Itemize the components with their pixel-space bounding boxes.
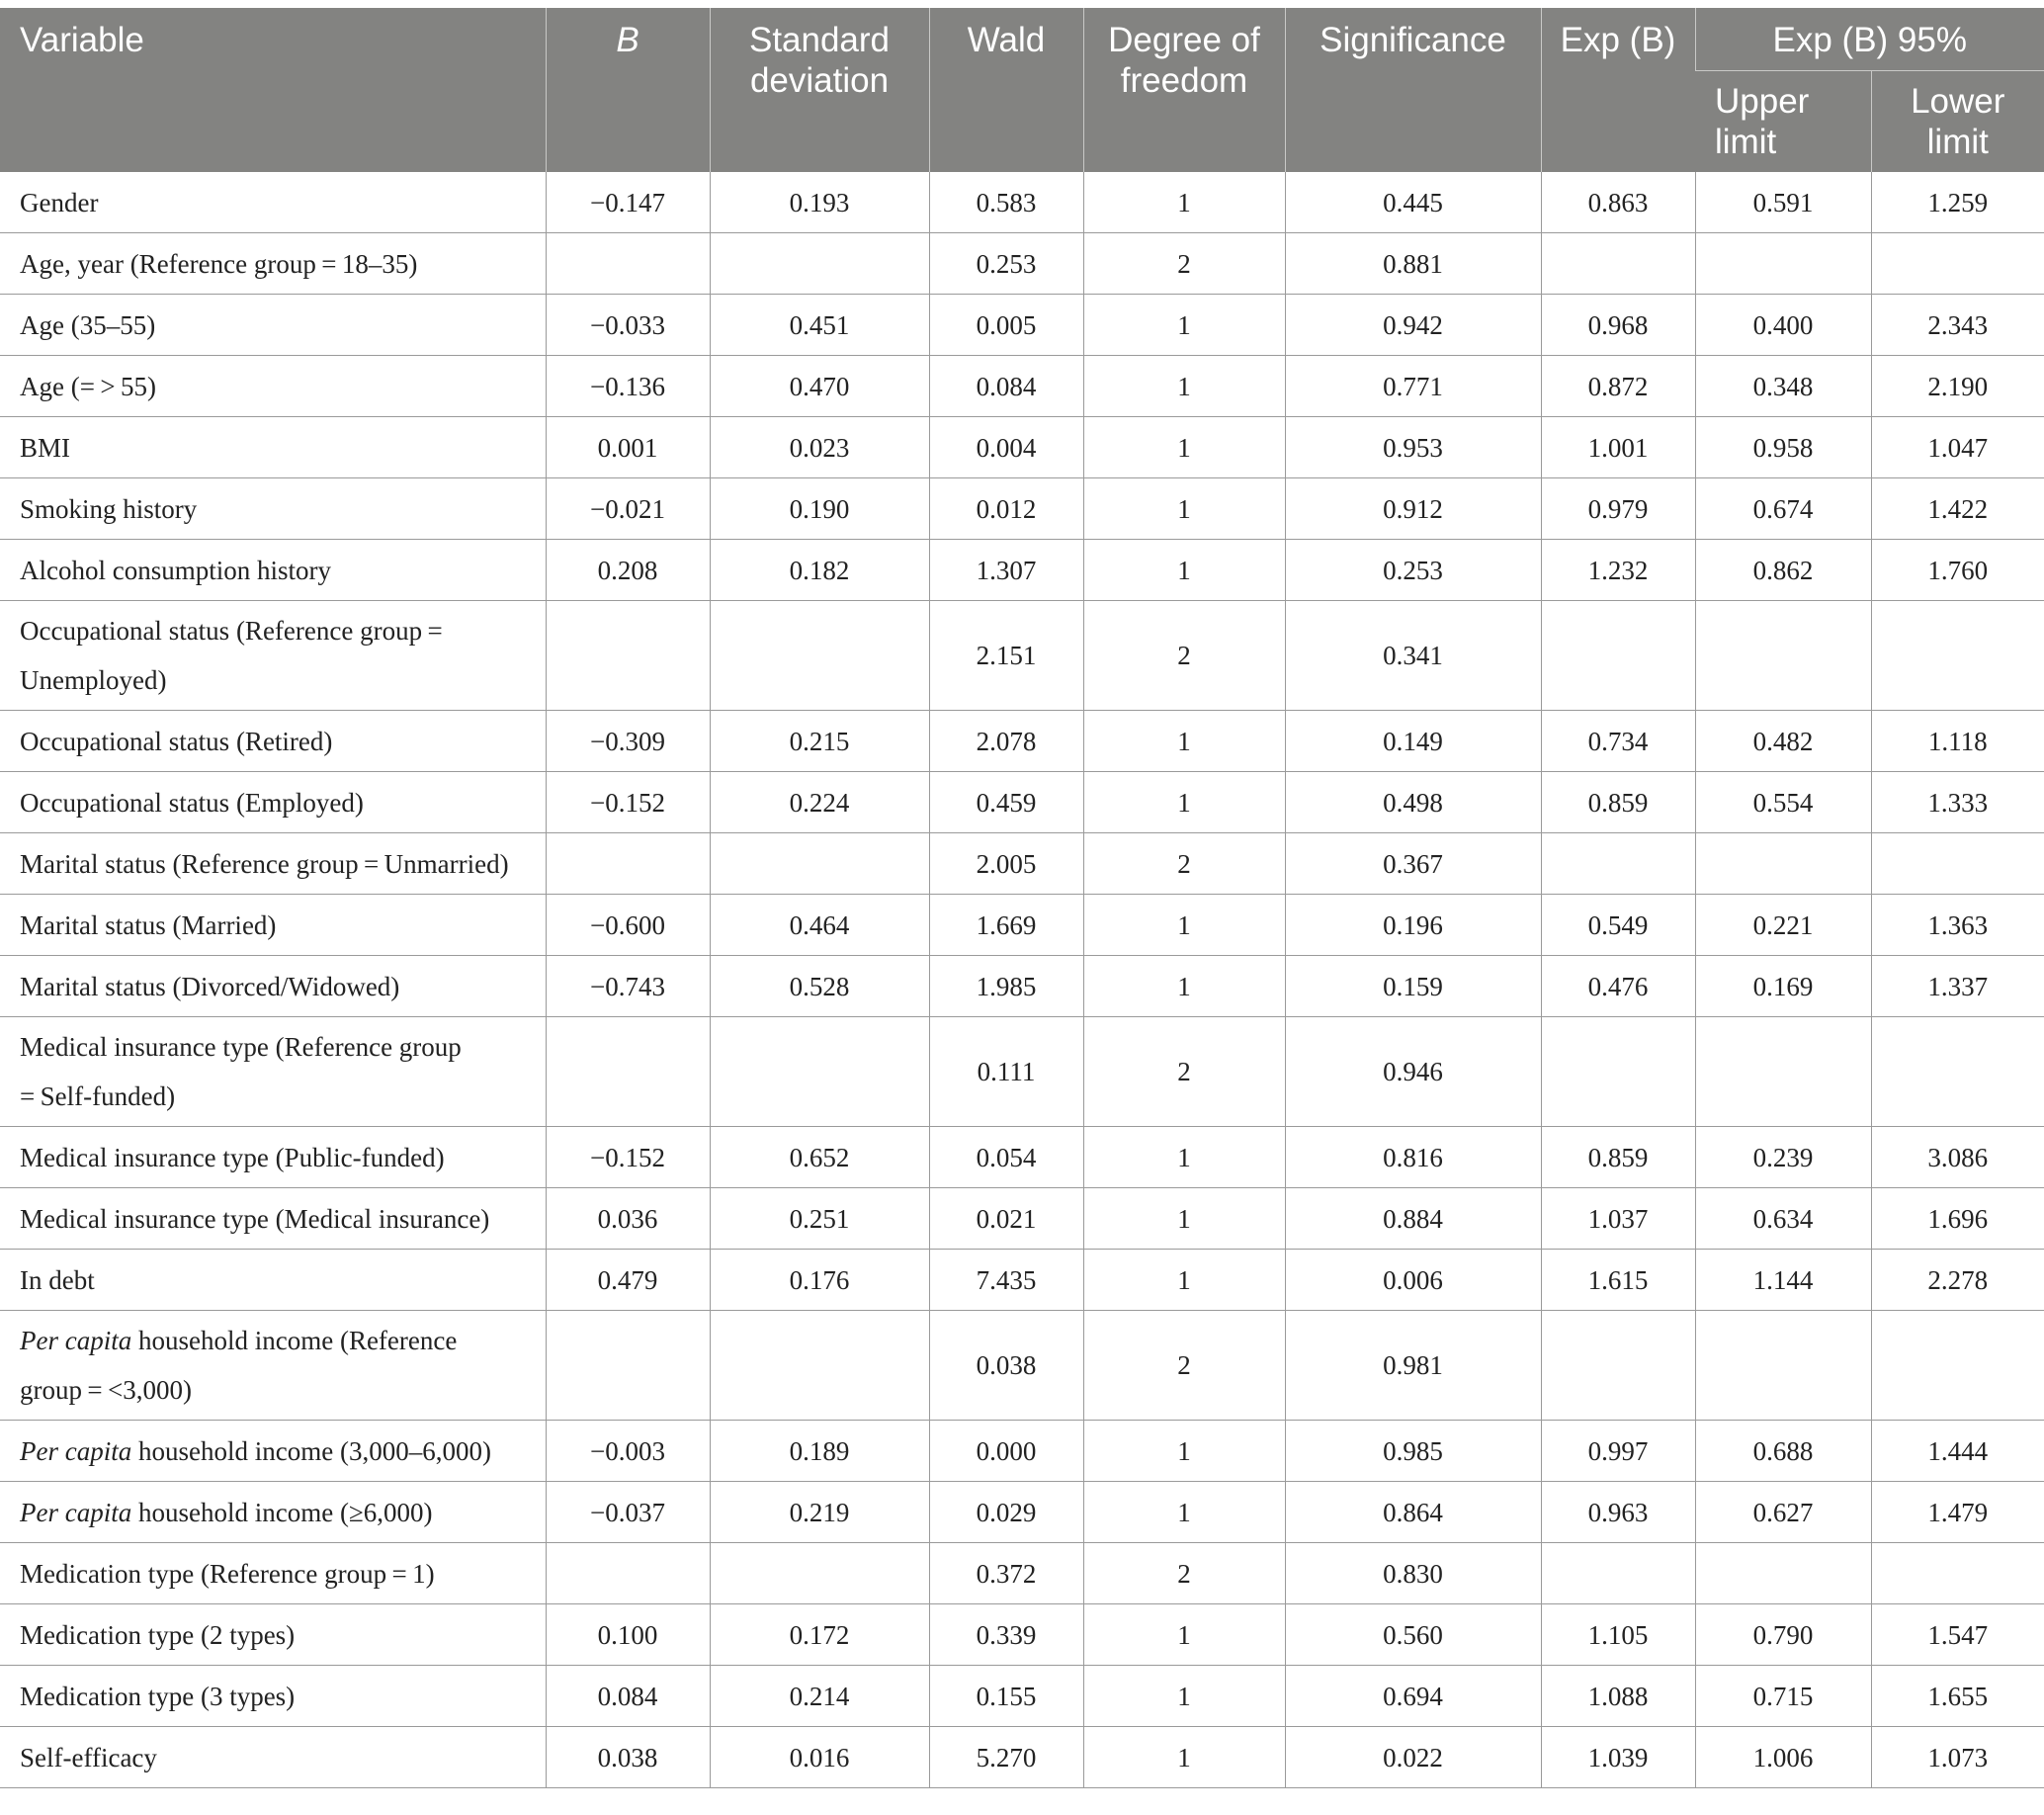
significance-cell: 0.341 [1285, 601, 1541, 711]
lower-limit-cell: 1.479 [1871, 1482, 2044, 1543]
significance-cell: 0.981 [1285, 1311, 1541, 1421]
significance-cell: 0.985 [1285, 1421, 1541, 1482]
lower-limit-cell [1871, 1311, 2044, 1421]
wald-cell: 0.005 [929, 295, 1083, 356]
variable-label: Occupational status (Retired) [20, 726, 333, 756]
exp-b-cell [1541, 1543, 1695, 1604]
upper-limit-cell: 0.554 [1695, 772, 1871, 833]
header-upper-limit: Upper limit [1695, 71, 1871, 173]
exp-b-cell: 1.615 [1541, 1250, 1695, 1311]
upper-limit-cell [1695, 601, 1871, 711]
wald-cell: 1.985 [929, 956, 1083, 1017]
df-cell: 2 [1083, 1543, 1285, 1604]
sd-cell: 0.193 [710, 172, 929, 233]
significance-cell: 0.881 [1285, 233, 1541, 295]
df-cell: 1 [1083, 356, 1285, 417]
df-cell: 2 [1083, 1017, 1285, 1127]
upper-limit-cell: 0.221 [1695, 895, 1871, 956]
wald-cell: 0.029 [929, 1482, 1083, 1543]
variable-label: Medication type (2 types) [20, 1619, 296, 1650]
variable-label: Age, year (Reference group = 18–35) [20, 248, 418, 279]
lower-limit-cell: 2.343 [1871, 295, 2044, 356]
upper-limit-cell: 1.006 [1695, 1727, 1871, 1788]
lower-limit-cell: 2.278 [1871, 1250, 2044, 1311]
variable-cell [0, 295, 546, 356]
table-body [0, 172, 2044, 1788]
sd-cell [710, 1017, 929, 1127]
table-row [0, 478, 2044, 540]
lower-limit-cell [1871, 1543, 2044, 1604]
header-significance: Significance [1285, 8, 1541, 172]
df-cell: 1 [1083, 1666, 1285, 1727]
table-row [0, 1017, 2044, 1127]
exp-b-cell: 0.859 [1541, 1127, 1695, 1188]
variable-cell [0, 417, 546, 478]
upper-limit-cell [1695, 1017, 1871, 1127]
variable-label: Marital status (Married) [20, 909, 277, 940]
lower-limit-cell: 1.760 [1871, 540, 2044, 601]
table-row [0, 1482, 2044, 1543]
wald-cell: 0.038 [929, 1311, 1083, 1421]
sd-cell: 0.176 [710, 1250, 929, 1311]
upper-limit-cell: 0.688 [1695, 1421, 1871, 1482]
header-standard-deviation: Standard deviation [710, 8, 929, 172]
variable-cell [0, 601, 546, 711]
upper-limit-cell: 0.591 [1695, 172, 1871, 233]
lower-limit-cell: 1.047 [1871, 417, 2044, 478]
sd-cell: 0.470 [710, 356, 929, 417]
wald-cell: 0.054 [929, 1127, 1083, 1188]
lower-limit-cell [1871, 1017, 2044, 1127]
table-header [0, 8, 2044, 172]
exp-b-cell: 0.859 [1541, 772, 1695, 833]
lower-limit-cell: 1.259 [1871, 172, 2044, 233]
variable-cell [0, 833, 546, 895]
b-cell [546, 833, 710, 895]
variable-cell [0, 172, 546, 233]
b-cell: −0.136 [546, 356, 710, 417]
variable-label: Alcohol consumption history [20, 555, 331, 585]
b-cell: −0.152 [546, 1127, 710, 1188]
variable-label: Age (35–55) [20, 309, 156, 340]
variable-cell [0, 1727, 546, 1788]
df-cell: 1 [1083, 1250, 1285, 1311]
table-row [0, 356, 2044, 417]
significance-cell: 0.694 [1285, 1666, 1541, 1727]
df-cell: 1 [1083, 540, 1285, 601]
df-cell: 1 [1083, 1604, 1285, 1666]
exp-b-cell: 1.088 [1541, 1666, 1695, 1727]
exp-b-cell: 0.872 [1541, 356, 1695, 417]
sd-cell: 0.464 [710, 895, 929, 956]
significance-cell: 0.560 [1285, 1604, 1541, 1666]
b-cell: −0.152 [546, 772, 710, 833]
variable-label: Medical insurance type (Medical insurance) [20, 1203, 490, 1234]
sd-cell: 0.182 [710, 540, 929, 601]
exp-b-cell [1541, 233, 1695, 295]
variable-label: In debt [20, 1264, 95, 1295]
significance-cell: 0.830 [1285, 1543, 1541, 1604]
variable-cell [0, 1421, 546, 1482]
df-cell: 1 [1083, 478, 1285, 540]
variable-prefix: Per capita [20, 1326, 132, 1355]
table-row [0, 233, 2044, 295]
b-cell: 0.084 [546, 1666, 710, 1727]
sd-cell [710, 1543, 929, 1604]
table-row [0, 417, 2044, 478]
variable-label: Gender [20, 187, 99, 217]
b-cell: −0.309 [546, 711, 710, 772]
table-row [0, 1421, 2044, 1482]
b-cell: 0.100 [546, 1604, 710, 1666]
variable-cell [0, 956, 546, 1017]
upper-limit-cell: 0.348 [1695, 356, 1871, 417]
upper-limit-cell: 0.715 [1695, 1666, 1871, 1727]
wald-cell: 0.004 [929, 417, 1083, 478]
sd-cell: 0.451 [710, 295, 929, 356]
variable-label: Medical insurance type (Reference group = Self-funded) [20, 1032, 468, 1111]
variable-cell [0, 1482, 546, 1543]
variable-label: Medication type (3 types) [20, 1681, 296, 1711]
lower-limit-cell: 1.696 [1871, 1188, 2044, 1250]
variable-prefix: Per capita [20, 1497, 132, 1527]
wald-cell: 0.084 [929, 356, 1083, 417]
table-row [0, 711, 2044, 772]
table-row [0, 833, 2044, 895]
wald-cell: 0.253 [929, 233, 1083, 295]
variable-label: Self-efficacy [20, 1742, 157, 1772]
wald-cell: 0.111 [929, 1017, 1083, 1127]
b-cell: 0.038 [546, 1727, 710, 1788]
exp-b-cell: 1.037 [1541, 1188, 1695, 1250]
b-cell [546, 233, 710, 295]
variable-label: Marital status (Divorced/Widowed) [20, 971, 400, 1001]
sd-cell: 0.214 [710, 1666, 929, 1727]
header-b: B [546, 8, 710, 172]
exp-b-cell: 1.001 [1541, 417, 1695, 478]
upper-limit-cell: 0.862 [1695, 540, 1871, 601]
sd-cell: 0.016 [710, 1727, 929, 1788]
lower-limit-cell: 1.422 [1871, 478, 2044, 540]
sd-cell: 0.652 [710, 1127, 929, 1188]
upper-limit-cell: 0.400 [1695, 295, 1871, 356]
variable-cell [0, 895, 546, 956]
header-degree-of-freedom: Degree of freedom [1083, 8, 1285, 172]
significance-cell: 0.942 [1285, 295, 1541, 356]
table-row [0, 1311, 2044, 1421]
table-row [0, 172, 2044, 233]
table-row [0, 540, 2044, 601]
sd-cell [710, 601, 929, 711]
wald-cell: 0.021 [929, 1188, 1083, 1250]
lower-limit-cell: 1.337 [1871, 956, 2044, 1017]
df-cell: 1 [1083, 1727, 1285, 1788]
regression-table [0, 8, 2044, 1788]
variable-cell [0, 356, 546, 417]
sd-cell: 0.023 [710, 417, 929, 478]
lower-limit-cell: 1.073 [1871, 1727, 2044, 1788]
upper-limit-cell [1695, 1543, 1871, 1604]
variable-cell [0, 1543, 546, 1604]
sd-cell: 0.189 [710, 1421, 929, 1482]
b-cell [546, 1543, 710, 1604]
variable-cell [0, 1311, 546, 1421]
exp-b-cell: 0.963 [1541, 1482, 1695, 1543]
exp-b-cell: 0.997 [1541, 1421, 1695, 1482]
exp-b-cell: 0.549 [1541, 895, 1695, 956]
variable-cell [0, 1017, 546, 1127]
exp-b-cell: 0.734 [1541, 711, 1695, 772]
variable-label: Marital status (Reference group = Unmarried) [20, 848, 509, 879]
table-row [0, 295, 2044, 356]
df-cell: 2 [1083, 833, 1285, 895]
significance-cell: 0.912 [1285, 478, 1541, 540]
table-row [0, 1543, 2044, 1604]
b-cell: −0.600 [546, 895, 710, 956]
variable-cell [0, 1127, 546, 1188]
lower-limit-cell: 1.118 [1871, 711, 2044, 772]
variable-label: household income (≥6,000) [131, 1497, 433, 1527]
wald-cell: 0.339 [929, 1604, 1083, 1666]
table-row [0, 601, 2044, 711]
variable-label: Age (= > 55) [20, 371, 156, 401]
b-cell: −0.743 [546, 956, 710, 1017]
wald-cell: 1.307 [929, 540, 1083, 601]
variable-cell [0, 1188, 546, 1250]
lower-limit-cell [1871, 233, 2044, 295]
table-row [0, 1727, 2044, 1788]
variable-label: Smoking history [20, 493, 198, 524]
significance-cell: 0.445 [1285, 172, 1541, 233]
b-cell: 0.036 [546, 1188, 710, 1250]
sd-cell: 0.190 [710, 478, 929, 540]
lower-limit-cell [1871, 601, 2044, 711]
lower-limit-cell: 3.086 [1871, 1127, 2044, 1188]
variable-label: household income (Reference group = <3,000) [20, 1326, 458, 1405]
b-cell [546, 1017, 710, 1127]
significance-cell: 0.946 [1285, 1017, 1541, 1127]
b-cell: 0.001 [546, 417, 710, 478]
df-cell: 1 [1083, 1421, 1285, 1482]
wald-cell: 7.435 [929, 1250, 1083, 1311]
table-row [0, 1188, 2044, 1250]
table-row [0, 1127, 2044, 1188]
lower-limit-cell: 1.547 [1871, 1604, 2044, 1666]
df-cell: 2 [1083, 601, 1285, 711]
upper-limit-cell: 0.482 [1695, 711, 1871, 772]
df-cell: 1 [1083, 1482, 1285, 1543]
lower-limit-cell: 1.333 [1871, 772, 2044, 833]
table-row [0, 895, 2044, 956]
wald-cell: 1.669 [929, 895, 1083, 956]
exp-b-cell: 0.476 [1541, 956, 1695, 1017]
df-cell: 1 [1083, 711, 1285, 772]
variable-label: Occupational status (Employed) [20, 787, 364, 818]
lower-limit-cell: 1.655 [1871, 1666, 2044, 1727]
table-row [0, 956, 2044, 1017]
exp-b-cell [1541, 601, 1695, 711]
variable-label: Occupational status (Reference group = Unemployed) [20, 616, 449, 695]
significance-cell: 0.498 [1285, 772, 1541, 833]
sd-cell [710, 833, 929, 895]
wald-cell: 0.459 [929, 772, 1083, 833]
exp-b-cell: 1.039 [1541, 1727, 1695, 1788]
wald-cell: 0.155 [929, 1666, 1083, 1727]
significance-cell: 0.367 [1285, 833, 1541, 895]
upper-limit-cell: 0.169 [1695, 956, 1871, 1017]
df-cell: 1 [1083, 1188, 1285, 1250]
exp-b-cell: 0.979 [1541, 478, 1695, 540]
wald-cell: 0.372 [929, 1543, 1083, 1604]
header-exp-b: Exp (B) [1541, 8, 1695, 172]
exp-b-cell: 1.105 [1541, 1604, 1695, 1666]
b-cell: −0.147 [546, 172, 710, 233]
variable-cell [0, 772, 546, 833]
df-cell: 1 [1083, 172, 1285, 233]
variable-prefix: Per capita [20, 1435, 132, 1466]
variable-cell [0, 711, 546, 772]
significance-cell: 0.196 [1285, 895, 1541, 956]
variable-label: Medical insurance type (Public-funded) [20, 1142, 445, 1172]
variable-cell [0, 1604, 546, 1666]
df-cell: 1 [1083, 772, 1285, 833]
b-cell: 0.208 [546, 540, 710, 601]
upper-limit-cell: 0.634 [1695, 1188, 1871, 1250]
lower-limit-cell: 1.363 [1871, 895, 2044, 956]
header-variable: Variable [0, 8, 546, 172]
df-cell: 2 [1083, 1311, 1285, 1421]
sd-cell: 0.172 [710, 1604, 929, 1666]
wald-cell: 2.078 [929, 711, 1083, 772]
sd-cell: 0.528 [710, 956, 929, 1017]
df-cell: 1 [1083, 417, 1285, 478]
exp-b-cell: 0.968 [1541, 295, 1695, 356]
b-cell: −0.037 [546, 1482, 710, 1543]
table-row [0, 1604, 2044, 1666]
wald-cell: 0.012 [929, 478, 1083, 540]
wald-cell: 2.151 [929, 601, 1083, 711]
table-row [0, 772, 2044, 833]
exp-b-cell: 0.863 [1541, 172, 1695, 233]
b-cell: −0.003 [546, 1421, 710, 1482]
table-row [0, 1250, 2044, 1311]
sd-cell: 0.219 [710, 1482, 929, 1543]
significance-cell: 0.149 [1285, 711, 1541, 772]
variable-cell [0, 1666, 546, 1727]
lower-limit-cell: 2.190 [1871, 356, 2044, 417]
upper-limit-cell [1695, 1311, 1871, 1421]
df-cell: 1 [1083, 895, 1285, 956]
lower-limit-cell [1871, 833, 2044, 895]
b-cell [546, 601, 710, 711]
wald-cell: 2.005 [929, 833, 1083, 895]
sd-cell [710, 233, 929, 295]
wald-cell: 5.270 [929, 1727, 1083, 1788]
significance-cell: 0.816 [1285, 1127, 1541, 1188]
significance-cell: 0.771 [1285, 356, 1541, 417]
exp-b-cell [1541, 1311, 1695, 1421]
wald-cell: 0.000 [929, 1421, 1083, 1482]
exp-b-cell: 1.232 [1541, 540, 1695, 601]
variable-cell [0, 478, 546, 540]
variable-cell [0, 233, 546, 295]
upper-limit-cell [1695, 233, 1871, 295]
upper-limit-cell: 1.144 [1695, 1250, 1871, 1311]
upper-limit-cell: 0.627 [1695, 1482, 1871, 1543]
significance-cell: 0.253 [1285, 540, 1541, 601]
sd-cell: 0.251 [710, 1188, 929, 1250]
significance-cell: 0.006 [1285, 1250, 1541, 1311]
header-lower-limit: Lower limit [1871, 71, 2044, 173]
variable-label: BMI [20, 432, 71, 463]
upper-limit-cell: 0.958 [1695, 417, 1871, 478]
upper-limit-cell [1695, 833, 1871, 895]
df-cell: 1 [1083, 956, 1285, 1017]
df-cell: 1 [1083, 295, 1285, 356]
b-cell: −0.021 [546, 478, 710, 540]
significance-cell: 0.953 [1285, 417, 1541, 478]
b-cell [546, 1311, 710, 1421]
variable-label: Medication type (Reference group = 1) [20, 1558, 435, 1589]
wald-cell: 0.583 [929, 172, 1083, 233]
variable-cell [0, 540, 546, 601]
upper-limit-cell: 0.239 [1695, 1127, 1871, 1188]
b-cell: 0.479 [546, 1250, 710, 1311]
significance-cell: 0.022 [1285, 1727, 1541, 1788]
sd-cell: 0.224 [710, 772, 929, 833]
header-wald: Wald [929, 8, 1083, 172]
sd-cell: 0.215 [710, 711, 929, 772]
df-cell: 1 [1083, 1127, 1285, 1188]
significance-cell: 0.884 [1285, 1188, 1541, 1250]
upper-limit-cell: 0.790 [1695, 1604, 1871, 1666]
variable-cell [0, 1250, 546, 1311]
b-cell: −0.033 [546, 295, 710, 356]
exp-b-cell [1541, 1017, 1695, 1127]
upper-limit-cell: 0.674 [1695, 478, 1871, 540]
sd-cell [710, 1311, 929, 1421]
significance-cell: 0.159 [1285, 956, 1541, 1017]
significance-cell: 0.864 [1285, 1482, 1541, 1543]
variable-label: household income (3,000–6,000) [131, 1435, 491, 1466]
lower-limit-cell: 1.444 [1871, 1421, 2044, 1482]
exp-b-cell [1541, 833, 1695, 895]
df-cell: 2 [1083, 233, 1285, 295]
header-exp-b-95: Exp (B) 95% [1695, 8, 2044, 71]
table-row [0, 1666, 2044, 1727]
